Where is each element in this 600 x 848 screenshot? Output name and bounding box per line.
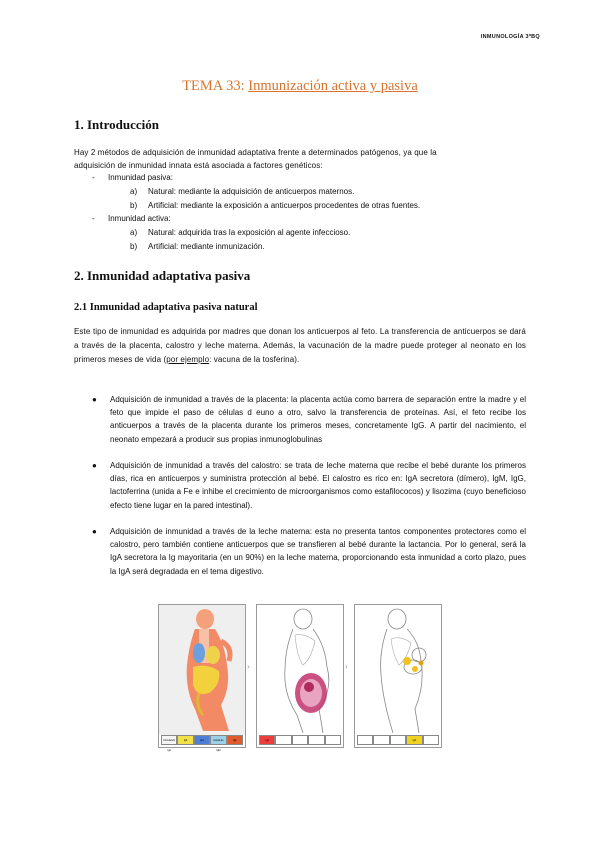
- paragraph-text-end: : vacuna de la tosferina).: [209, 355, 300, 364]
- legend-cell: [292, 735, 308, 745]
- legend-cell: Célula de IgM: [210, 735, 226, 745]
- immunity-transfer-figure: [158, 604, 442, 750]
- figure-panel-breastfeeding: [354, 604, 442, 748]
- sub-item-text: Artificial: mediante inmunización.: [148, 242, 265, 251]
- example-link: por ejemplo: [166, 355, 210, 364]
- bullet-leche-materna: [92, 525, 526, 578]
- breastfeeding-outline-illustration: [355, 605, 441, 735]
- legend-cell: Circulación IgA: [161, 735, 177, 745]
- list-item-label: Inmunidad pasiva:: [108, 173, 173, 182]
- bullet-text: Adquisición de inmunidad a través de la leche materna: esta no presenta tantos componentes protectores como el calostro, pero también contiene anticuerpos que se transfieren al bebé durante la lactancia. Por lo general, será la IgA secretora la Ig mayoritaria (en un 90%) en la leche materna, proporcionando esta inmunidad a corto plazo, pues la IgA será degradada en el tema digestivo.: [110, 527, 526, 576]
- legend-cell: IgA: [177, 735, 193, 745]
- passive-natural-paragraph: [74, 325, 526, 367]
- title-main: Inmunización activa y pasiva: [248, 78, 418, 94]
- figure-arrow: ›: [247, 662, 250, 671]
- legend-cell: [275, 735, 291, 745]
- sub-item-mark: b): [130, 201, 138, 210]
- figure-panel-pregnancy: [256, 604, 344, 748]
- sub-item-active-natural: [130, 227, 350, 239]
- list-item-label: Inmunidad activa:: [108, 214, 171, 223]
- title-prefix: TEMA 33:: [182, 78, 245, 94]
- list-dash: -: [92, 214, 95, 223]
- list-dash: -: [92, 173, 95, 182]
- legend-strip: [161, 735, 243, 752]
- legend-cell: [308, 735, 324, 745]
- sub-item-text: Artificial: mediante la exposición a anticuerpos procedentes de otras fuentes.: [148, 201, 421, 210]
- intro-line-2: adquisición de inmunidad innata está asociada a factores genéticos:: [74, 161, 323, 170]
- sub-item-mark: a): [130, 187, 138, 196]
- section-2-heading: 2. Inmunidad adaptativa pasiva: [74, 268, 251, 283]
- sub-item-text: Natural: adquirida tras la exposición al agente infeccioso.: [148, 228, 351, 237]
- legend-cell: [357, 735, 373, 745]
- bullet-text: Adquisición de inmunidad a través del calostro: se trata de leche materna que recibe el bebé durante los primeros días, rica en anticuerpos y suministra protección al bebé. El calostro es rico en: IgA secretora (dímero), IgM, IgG, lactoferrina (unida a Fe e inhibe el crecimiento de microorganismos como estafilococos) y lisozima (cuyo beneficioso efecto tiene lugar en la pared intestinal).: [110, 461, 526, 510]
- figure-panel-mother: [158, 604, 246, 752]
- bullet-dot: ●: [92, 395, 97, 404]
- document-title: [0, 78, 600, 95]
- legend-cell: IgA: [259, 735, 275, 745]
- pregnant-outline-illustration: [257, 605, 343, 735]
- figure-arrow: ›: [345, 662, 348, 671]
- legend-cell: [325, 735, 341, 745]
- legend-strip: [357, 735, 439, 745]
- paragraph-text: Este tipo de inmunidad es adquirida por madres que donan los anticuerpos al feto. La transferencia de anticuerpos se dará a través de la placenta, calostro y leche materna. Además, la vacunación de la madre puede proteger al neonato en los primeros meses de vida (: [74, 327, 526, 364]
- legend-cell: IgE: [227, 735, 243, 745]
- intro-paragraph: [74, 146, 526, 172]
- mother-anatomy-illustration: [159, 605, 245, 735]
- sub-item-passive-natural: [130, 186, 354, 198]
- bullet-dot: ●: [92, 527, 97, 536]
- sub-item-passive-artificial: [130, 200, 420, 212]
- bullet-calostro: [92, 459, 526, 512]
- legend-cell: [373, 735, 389, 745]
- sub-item-mark: a): [130, 228, 138, 237]
- bullet-dot: ●: [92, 461, 97, 470]
- header-subject: INMUNOLOGÍA 3ºBQ: [480, 34, 540, 40]
- bullet-placenta: [92, 393, 526, 446]
- intro-line-1: Hay 2 métodos de adquisición de inmunidad adaptativa frente a determinados patógenos, ya que la: [74, 148, 437, 157]
- legend-cell: IgA: [406, 735, 422, 745]
- bullet-text: Adquisición de inmunidad a través de la placenta: la placenta actúa como barrera de separación entre la madre y el feto que impide el paso de células d euno a otro, salvo la transferencia de proteínas. Así, el feto recibe los anticuerpos a través de la placenta durante los primeros meses, concretamente IgG. A partir del nacimiento, el neonato empezará a producir sus propias inmunoglobulinas: [110, 395, 526, 444]
- sub-item-active-artificial: [130, 241, 265, 253]
- section-2-1-heading: 2.1 Inmunidad adaptativa pasiva natural: [74, 302, 258, 313]
- legend-cell: IgG: [194, 735, 210, 745]
- legend-cell: [423, 735, 439, 745]
- legend-cell: [390, 735, 406, 745]
- sub-item-text: Natural: mediante la adquisición de anticuerpos maternos.: [148, 187, 355, 196]
- section-1-heading: 1. Introducción: [74, 117, 159, 132]
- legend-strip: [259, 735, 341, 745]
- sub-item-mark: b): [130, 242, 138, 251]
